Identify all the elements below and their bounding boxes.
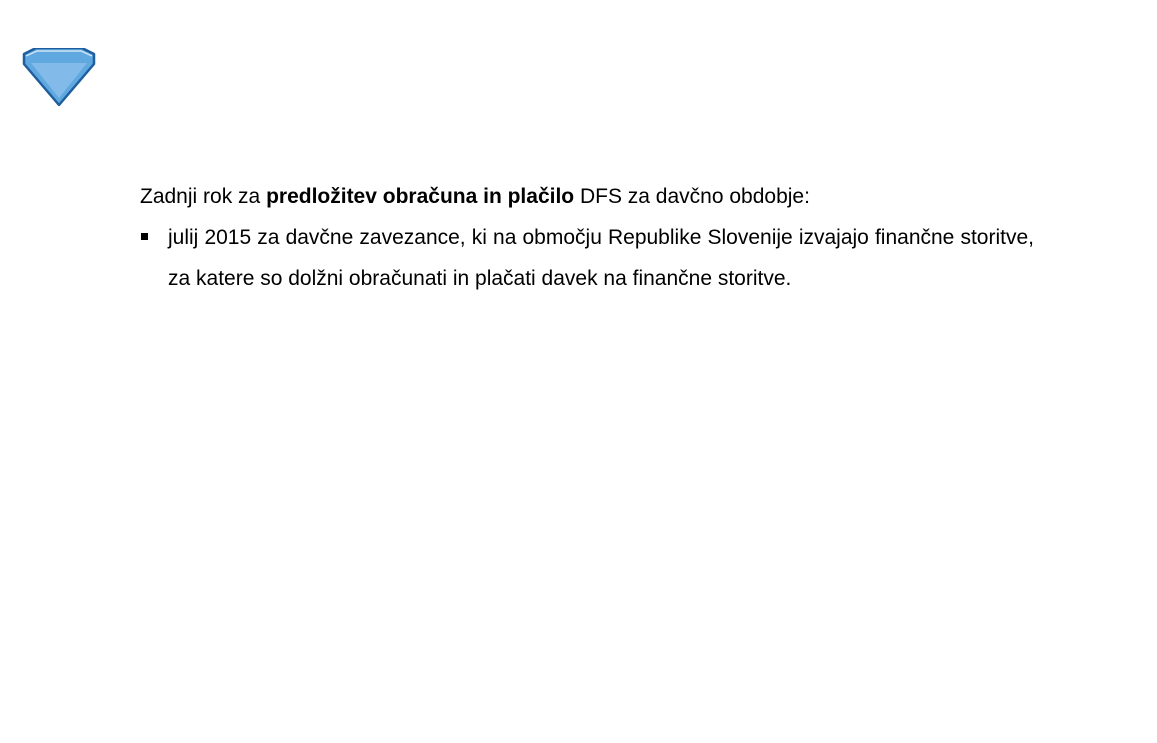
sd-shield-logo-icon	[22, 48, 96, 106]
intro-text-end: DFS za davčno obdobje:	[574, 185, 810, 208]
document-body	[140, 176, 1034, 299]
square-bullet-icon	[141, 233, 148, 240]
list-item-text: julij 2015 za davčne zavezance, ki na območju Republike Slovenije izvajajo finančne storitve, za katere so dolžni obračunati in plačati davek na finančne storitve.	[168, 226, 1034, 290]
list-item	[140, 217, 1034, 299]
deadline-list	[140, 217, 1034, 299]
intro-bold-text: predložitev obračuna in plačilo	[266, 185, 575, 208]
intro-paragraph	[140, 176, 1034, 217]
intro-text-start: Zadnji rok za	[140, 185, 267, 208]
